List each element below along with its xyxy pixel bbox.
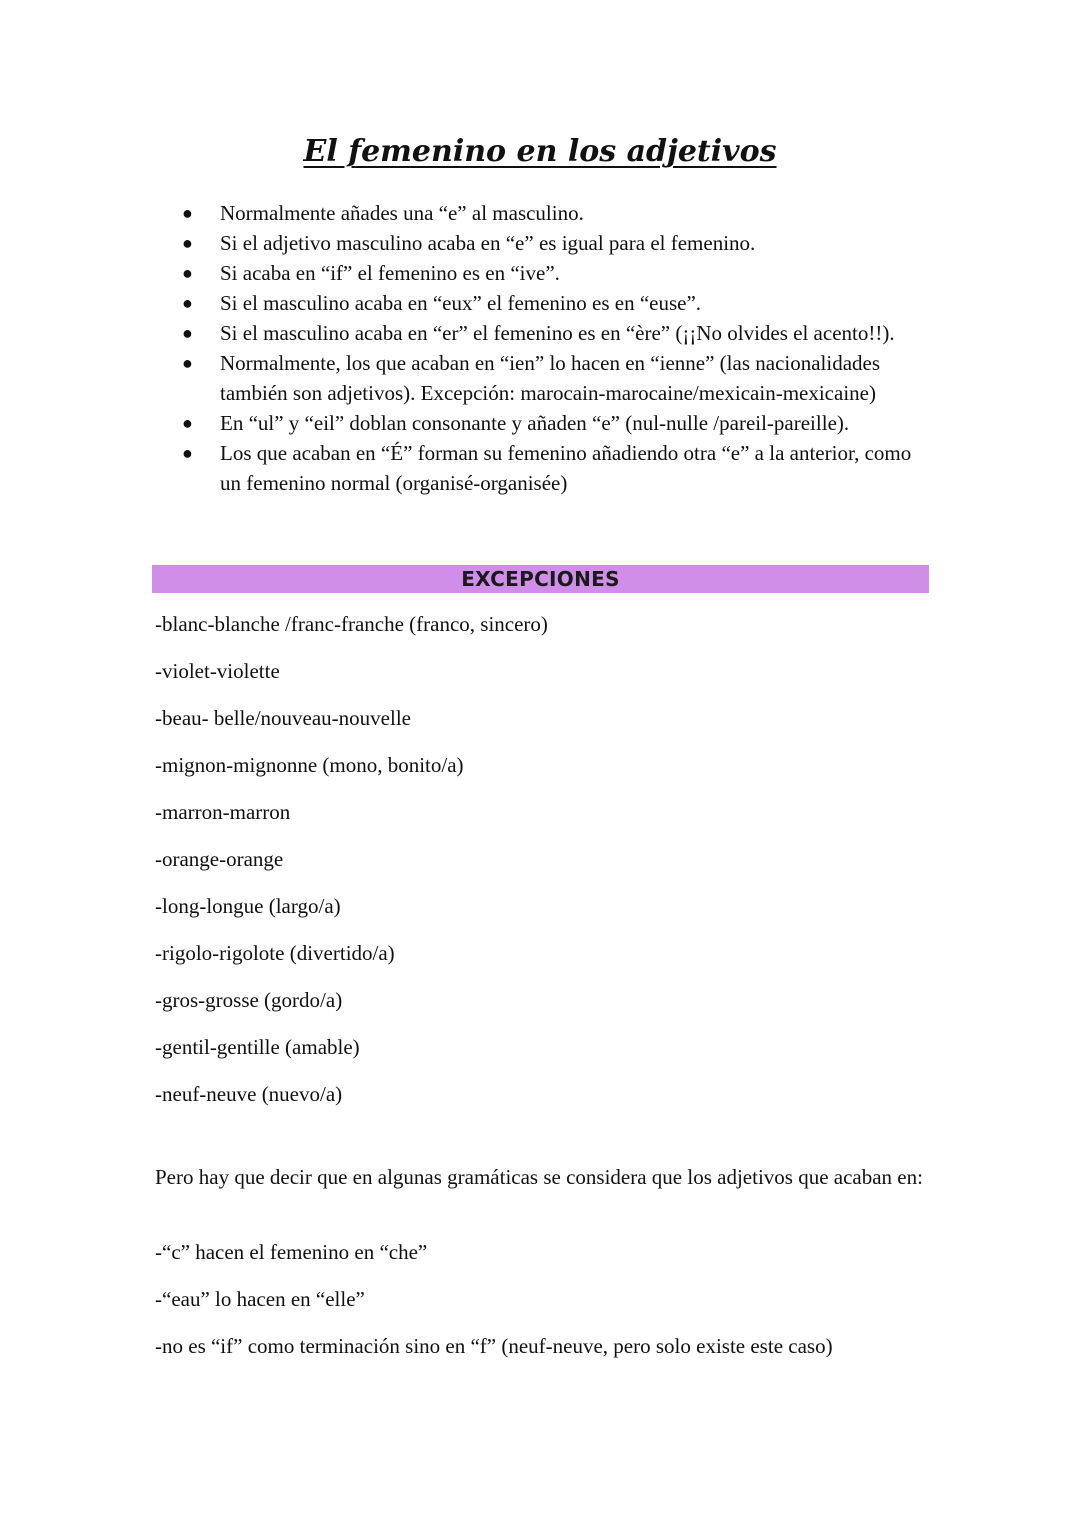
exception-item: -gentil-gentille (amable) bbox=[155, 1035, 360, 1059]
rule-text: Si el masculino acaba en “er” el femenino es en “ère” (¡¡No olvides el acento!!). bbox=[220, 321, 895, 345]
exception-item: -long-longue (largo/a) bbox=[155, 894, 341, 918]
exception-item: -blanc-blanche /franc-franche (franco, sincero) bbox=[155, 612, 548, 636]
exception-item: -violet-violette bbox=[155, 659, 280, 683]
exception-item: -gros-grosse (gordo/a) bbox=[155, 988, 343, 1012]
note-item: -“c” hacen el femenino en “che” bbox=[155, 1240, 428, 1264]
bullet-icon: ● bbox=[182, 263, 193, 283]
rules-list bbox=[182, 198, 922, 498]
rule-text: Normalmente añades una “e” al masculino. bbox=[220, 201, 584, 225]
exceptions-list bbox=[155, 609, 548, 1126]
note-items-list bbox=[155, 1237, 833, 1378]
rule-item bbox=[182, 348, 922, 408]
exception-item: -marron-marron bbox=[155, 800, 291, 824]
rule-text: Si el adjetivo masculino acaba en “e” es igual para el femenino. bbox=[220, 231, 756, 255]
note-item: -no es “if” como terminación sino en “f” (neuf-neuve, pero solo existe este caso) bbox=[155, 1334, 833, 1358]
exception-item: -rigolo-rigolote (divertido/a) bbox=[155, 941, 395, 965]
bullet-icon: ● bbox=[182, 323, 193, 343]
rule-text: Los que acaban en “É” forman su femenino añadiendo otra “e” a la anterior, como un femenino normal (organisé-organisée) bbox=[220, 441, 912, 495]
bullet-icon: ● bbox=[182, 203, 193, 223]
exceptions-banner: EXCEPCIONES bbox=[152, 565, 929, 593]
rule-text: En “ul” y “eil” doblan consonante y añaden “e” (nul-nulle /pareil-pareille). bbox=[220, 411, 850, 435]
rule-item bbox=[182, 318, 922, 348]
rule-text: Si acaba en “if” el femenino es en “ive”. bbox=[220, 261, 560, 285]
rule-item bbox=[182, 438, 922, 498]
rule-item bbox=[182, 258, 922, 288]
rule-item bbox=[182, 288, 922, 318]
bullet-icon: ● bbox=[182, 443, 193, 463]
grammar-note: Pero hay que decir que en algunas gramáticas se considera que los adjetivos que acaban en: bbox=[155, 1165, 923, 1189]
rule-item bbox=[182, 408, 922, 438]
bullet-icon: ● bbox=[182, 353, 193, 373]
exception-item: -beau- belle/nouveau-nouvelle bbox=[155, 706, 411, 730]
bullet-icon: ● bbox=[182, 413, 193, 433]
page-title-text: El femenino en los adjetivos bbox=[303, 134, 777, 169]
page-title bbox=[0, 130, 1080, 174]
note-item: -“eau” lo hacen en “elle” bbox=[155, 1287, 365, 1311]
exception-item: -mignon-mignonne (mono, bonito/a) bbox=[155, 753, 464, 777]
bullet-icon: ● bbox=[182, 233, 193, 253]
rule-text: Si el masculino acaba en “eux” el femenino es en “euse”. bbox=[220, 291, 702, 315]
bullet-icon: ● bbox=[182, 293, 193, 313]
rule-item bbox=[182, 228, 922, 258]
rule-item bbox=[182, 198, 922, 228]
rule-text: Normalmente, los que acaban en “ien” lo hacen en “ienne” (las nacionalidades también son adjetivos). Excepción: marocain-marocaine/mexicain-mexicaine) bbox=[220, 351, 881, 405]
exception-item: -neuf-neuve (nuevo/a) bbox=[155, 1082, 343, 1106]
exception-item: -orange-orange bbox=[155, 847, 284, 871]
